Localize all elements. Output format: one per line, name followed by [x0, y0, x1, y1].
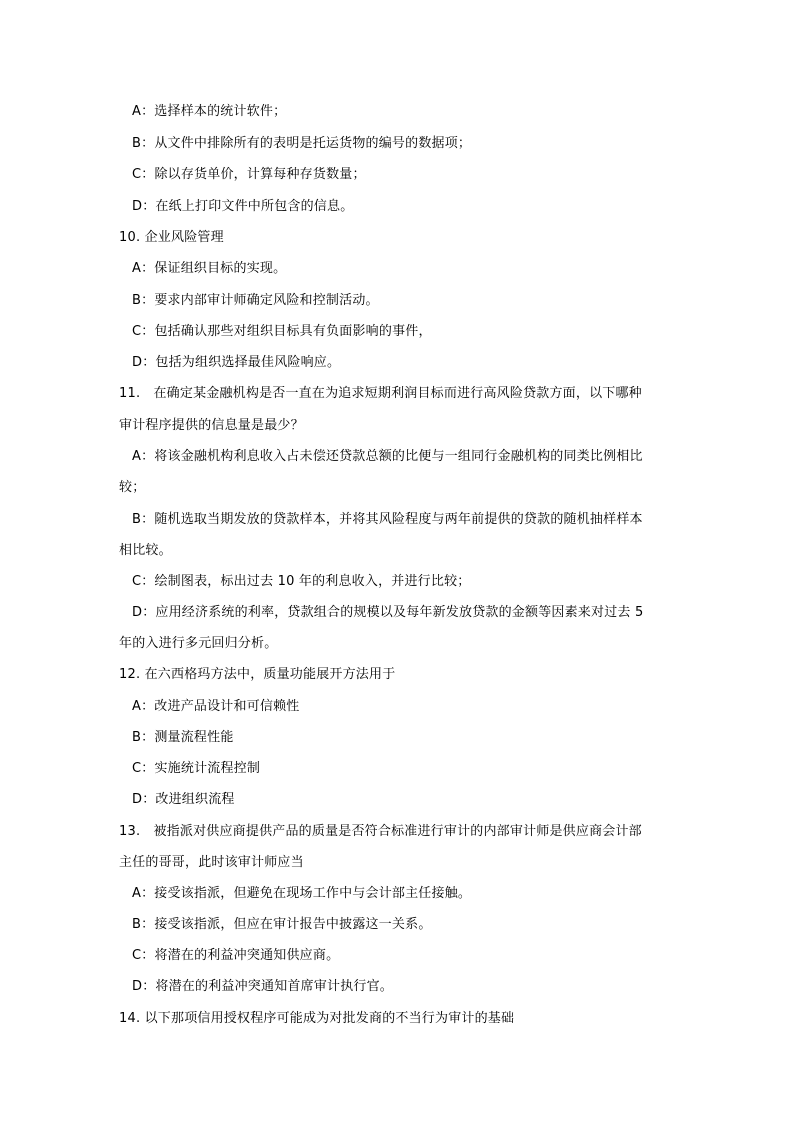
q9-option-b: B：从文件中排除所有的表明是托运货物的编号的数据项； — [132, 136, 472, 151]
q9-option-a: A：选择样本的统计软件； — [132, 104, 287, 119]
q13-option-b: B：接受该指派，但应在审计报告中披露这一关系。 — [132, 917, 432, 932]
q13-option-d: D：将潜在的利益冲突通知首席审计执行官。 — [132, 979, 394, 994]
q11-option-a-line2: 较； — [119, 480, 146, 495]
q12-option-b: B：测量流程性能 — [132, 730, 234, 745]
q12-option-a: A：改进产品设计和可信赖性 — [132, 699, 300, 714]
q13-option-a: A：接受该指派，但避免在现场工作中与会计部主任接触。 — [132, 886, 472, 901]
q11-stem-line2: 审计程序提供的信息量是最少？ — [119, 418, 304, 433]
q10-option-a: A：保证组织目标的实现。 — [132, 261, 287, 276]
q11-option-b-line2: 相比较。 — [119, 543, 172, 558]
q10-option-b: B：要求内部审计师确定风险和控制活动。 — [132, 293, 379, 308]
q13-stem-line2: 主任的哥哥，此时该审计师应当 — [119, 855, 304, 870]
q11-option-a-line1: A：将该金融机构利息收入占未偿还贷款总额的比便与一组同行金融机构的同类比例相比 — [132, 449, 643, 464]
q11-stem-line1: 11. 在确定某金融机构是否一直在为追求短期利润目标而进行高风险贷款方面，以下哪种 — [119, 386, 642, 401]
q12-option-d: D：改进组织流程 — [132, 792, 235, 807]
q10-stem: 10. 企业风险管理 — [119, 230, 224, 245]
q12-option-c: C：实施统计流程控制 — [132, 761, 261, 776]
q11-option-d-line1: D：应用经济系统的利率，贷款组合的规模以及每年新发放贷款的金额等因素来对过去 5 — [132, 605, 644, 620]
q10-option-d: D：包括为组织选择最佳风险响应。 — [132, 355, 341, 370]
q14-stem: 14. 以下那项信用授权程序可能成为对批发商的不当行为审计的基础 — [119, 1011, 515, 1026]
q12-stem: 12. 在六西格玛方法中，质量功能展开方法用于 — [119, 667, 396, 682]
q11-option-b-line1: B：随机选取当期发放的贷款样本，并将其风险程度与两年前提供的贷款的随机抽样样本 — [132, 512, 643, 527]
q11-option-c: C：绘制图表，标出过去 10 年的利息收入，并进行比较； — [132, 574, 471, 589]
q11-option-d-line2: 年的入进行多元回归分析。 — [119, 636, 278, 651]
q10-option-c: C：包括确认那些对组织目标具有负面影响的事件， — [132, 324, 432, 339]
q13-stem-line1: 13. 被指派对供应商提供产品的质量是否符合标准进行审计的内部审计师是供应商会计部 — [119, 824, 642, 839]
q13-option-c: C：将潜在的利益冲突通知供应商。 — [132, 948, 340, 963]
q9-option-d: D：在纸上打印文件中所包含的信息。 — [132, 199, 354, 214]
q9-option-c: C：除以存货单价，计算每种存货数量； — [132, 167, 366, 182]
